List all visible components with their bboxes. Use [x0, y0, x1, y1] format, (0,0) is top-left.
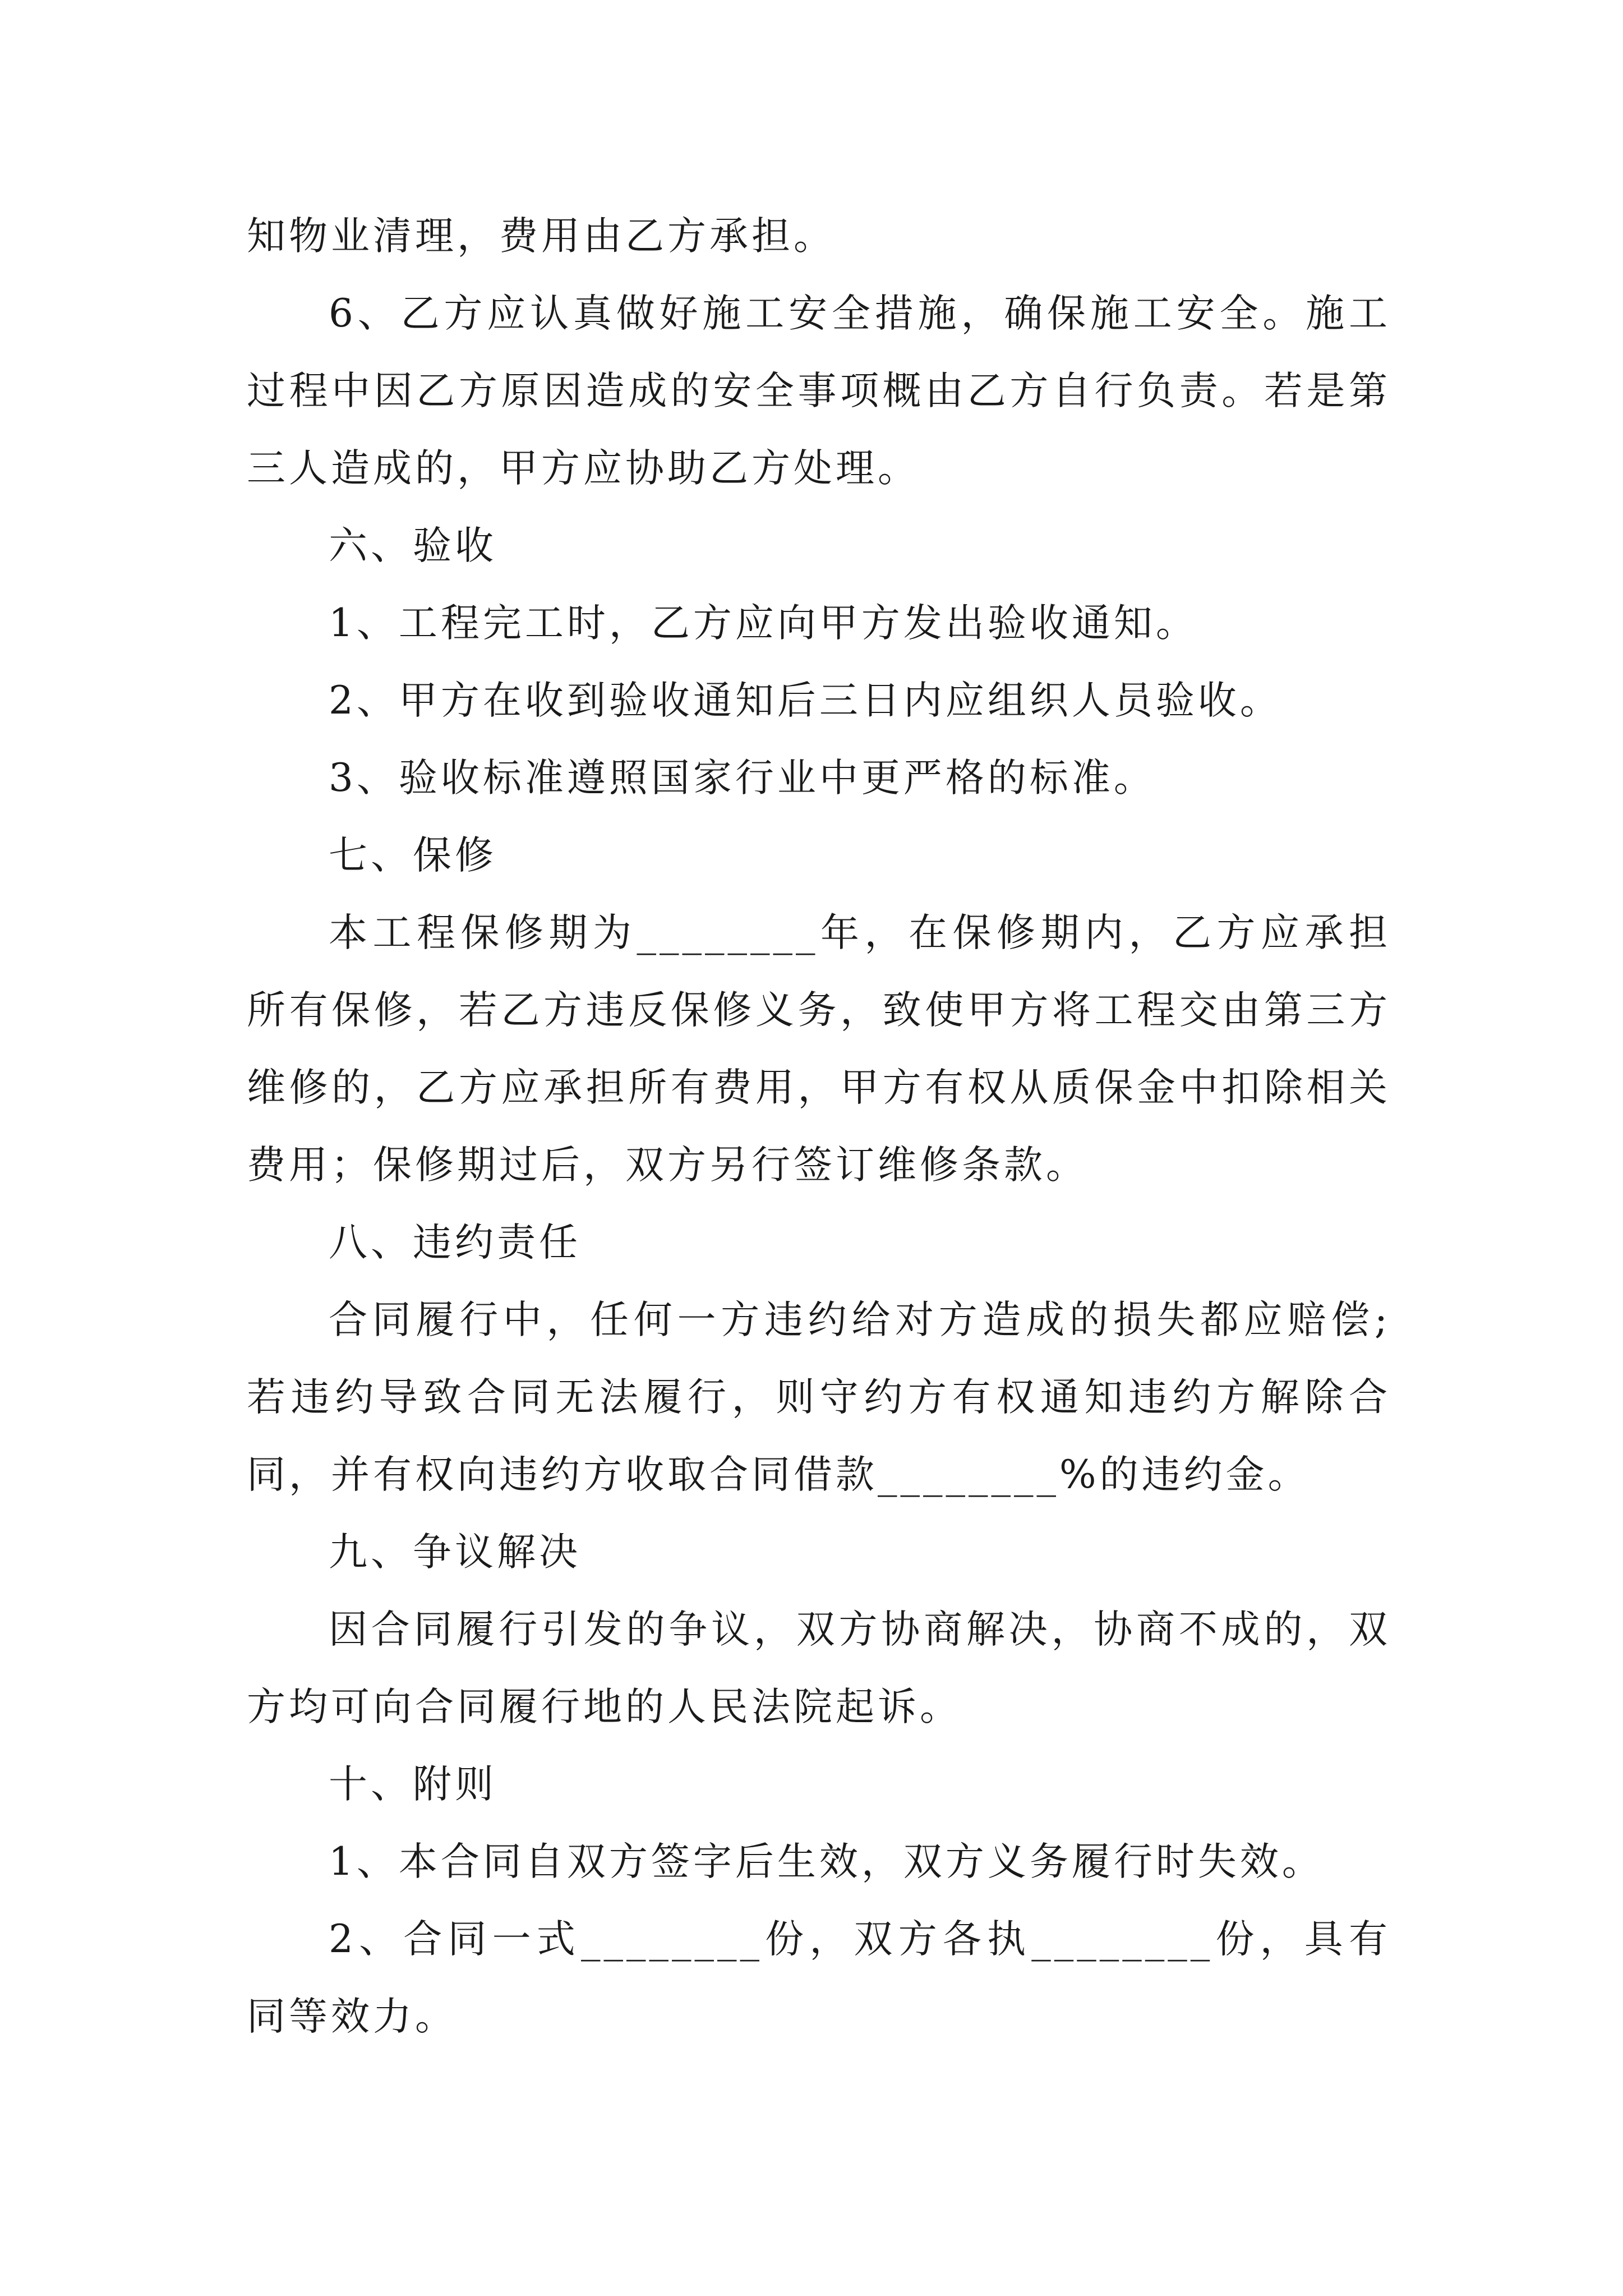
paragraph-liability: 合同履行中，任何一方违约给对方造成的损失都应赔偿;若违约导致合同无法履行，则守约方有权通知违约方解除合同，并有权向违约方收取合同借款________%的违约金。: [247, 1297, 1391, 1497]
section-heading-supplementary: 十、附则: [329, 1762, 497, 1807]
paragraph-supplementary-2: 2、合同一式________份，双方各执________份，具有同等效力。: [247, 1917, 1391, 2039]
paragraph-dispute: 因合同履行引发的争议，双方协商解决，协商不成的，双方均可向合同履行地的人民法院起诉。: [247, 1607, 1391, 1729]
paragraph-warranty: 本工程保修期为________年，在保修期内，乙方应承担所有保修，若乙方违反保修义务，致使甲方将工程交由第三方维修的，乙方应承担所有费用，甲方有权从质保金中扣除相关费用；保修期过后，双方另行签订维修条款。: [247, 910, 1391, 1188]
document-body: [247, 197, 1391, 2055]
section-heading-liability: 八、违约责任: [329, 1220, 581, 1265]
paragraph-acceptance-3: 3、验收标准遵照国家行业中更严格的标准。: [329, 756, 1156, 800]
paragraph-property-cleanup: 知物业清理，费用由乙方承担。: [247, 214, 836, 259]
section-heading-warranty: 七、保修: [329, 833, 497, 878]
paragraph-acceptance-1: 1、工程完工时，乙方应向甲方发出验收通知。: [329, 601, 1198, 646]
paragraph-clause-6-safety: 6、乙方应认真做好施工安全措施，确保施工安全。施工过程中因乙方原因造成的安全事项概由乙方自行负责。若是第三人造成的，甲方应协助乙方处理。: [247, 291, 1391, 491]
section-heading-dispute: 九、争议解决: [329, 1530, 581, 1575]
paragraph-acceptance-2: 2、甲方在收到验收通知后三日内应组织人员验收。: [329, 678, 1282, 723]
paragraph-supplementary-1: 1、本合同自双方签字后生效，双方义务履行时失效。: [329, 1839, 1324, 1884]
section-heading-acceptance: 六、验收: [329, 523, 497, 568]
